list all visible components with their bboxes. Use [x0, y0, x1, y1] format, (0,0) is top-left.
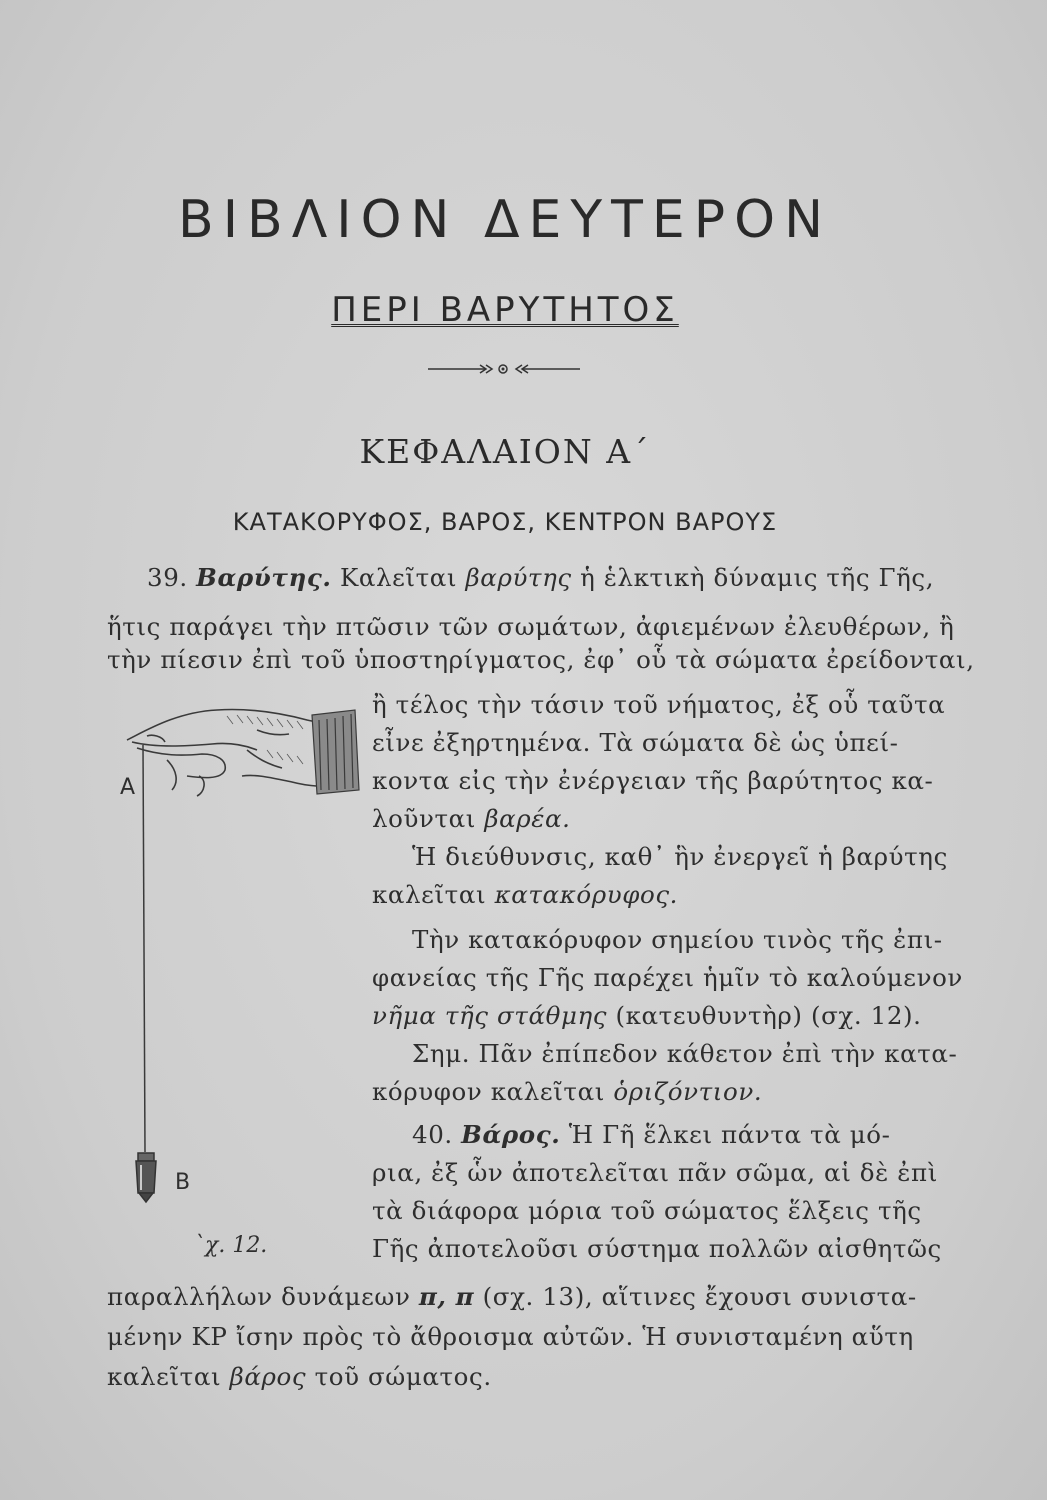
book-title: ΒΙΒΛΙΟΝ ΔΕΥΤΕΡΟΝ [178, 190, 832, 250]
s39-line-13: Σημ. Πᾶν ἐπίπεδον κάθετον ἐπὶ τὴν κατα- [412, 1039, 958, 1068]
plumb-line-figure [107, 690, 372, 1230]
s39-line-8: Ἡ διεύθυνσις, καθ᾽ ἣν ἐνεργεῖ ἡ βαρύτης [412, 842, 948, 871]
cuff-icon [312, 710, 359, 794]
s40-line-2: ρια, ἐξ ὧν ἀποτελεῖται πᾶν σῶμα, αἱ δὲ ἐπὶ [372, 1158, 938, 1187]
chapter-title: ΚΕΦΑΛΑΙΟΝ Α΄ [359, 432, 651, 471]
s40-line-6: μένην ΚΡ ἴσην πρὸς τὸ ἄθροισμα αὐτῶν. Ἡ συνισταμένη αὕτη [107, 1322, 914, 1351]
section-39-number: 39. [147, 563, 188, 592]
s39-line-1: 39. Βαρύτης. Καλεῖται βαρύτης ἡ ἑλκτικὴ δύναμις τῆς Γῆς, [147, 563, 935, 592]
s40-line-7: καλεῖται βάρος τοῦ σώματος. [107, 1362, 492, 1391]
s39-line-6: κοντα εἰς τὴν ἐνέργειαν τῆς βαρύτητος κα- [372, 766, 934, 795]
hand-shading [227, 715, 303, 764]
ornament-divider [428, 362, 580, 376]
s39-line-5: εἶνε ἐξηρτημένα. Τὰ σώματα δὲ ὡς ὑπεί- [372, 728, 899, 757]
chapter-subtitle: ΚΑΤΑΚΟΡΥΦΟΣ, ΒΑΡΟΣ, ΚΕΝΤΡΟΝ ΒΑΡΟΥΣ [232, 508, 778, 536]
section-40-number: 40. [412, 1120, 453, 1149]
subject-title [0, 290, 1010, 330]
s39-line-7: λοῦνται βαρέα. [372, 804, 571, 833]
s39-line-4: ἢ τέλος τὴν τάσιν τοῦ νήματος, ἐξ οὗ ταῦτα [372, 690, 946, 719]
figure-label-b: B [175, 1170, 191, 1195]
subject-title-text: ΠΕΡΙ ΒΑΡΥΤΗΤΟΣ [331, 290, 679, 330]
plumb-string [143, 745, 145, 1152]
s40-line-5: παραλλήλων δυνάμεων π, π (σχ. 13), αἵτινες ἔχουσι συνιστα- [107, 1282, 917, 1311]
s39-line-11: φανείας τῆς Γῆς παρέχει ἡμῖν τὸ καλούμενον [372, 963, 963, 992]
s39-line-3: τὴν πίεσιν ἐπὶ τοῦ ὑποστηρίγματος, ἐφ᾽ οὗ τὰ σώματα ἐρείδονται, [107, 645, 975, 674]
s40-line-3: τὰ διάφορα μόρια τοῦ σώματος ἕλξεις τῆς [372, 1196, 922, 1225]
plumb-bob-icon [136, 1153, 156, 1202]
section-40-heading: Βάρος. [461, 1120, 561, 1149]
s40-line-1: 40. Βάρος. Ἡ Γῆ ἕλκει πάντα τὰ μό- [412, 1120, 891, 1149]
s39-line-2: ἥτις παράγει τὴν πτῶσιν τῶν σωμάτων, ἀφιεμένων ἐλευθέρων, ἢ [107, 612, 955, 641]
s39-line-14: κόρυφον καλεῖται ὁριζόντιον. [372, 1077, 763, 1106]
s39-line-9: καλεῖται κατακόρυφος. [372, 880, 679, 909]
figure-label-a: A [120, 775, 136, 800]
section-39-heading: Βαρύτης. [196, 563, 332, 592]
s39-line-12: νῆμα τῆς στάθμης (κατευθυντὴρ) (σχ. 12). [372, 1001, 922, 1030]
s39-line-10: Τὴν κατακόρυφον σημείου τινὸς τῆς ἐπι- [412, 925, 943, 954]
figure-caption: `χ. 12. [194, 1233, 268, 1258]
s40-line-4: Γῆς ἀποτελοῦσι σύστημα πολλῶν αἰσθητῶς [372, 1234, 942, 1263]
